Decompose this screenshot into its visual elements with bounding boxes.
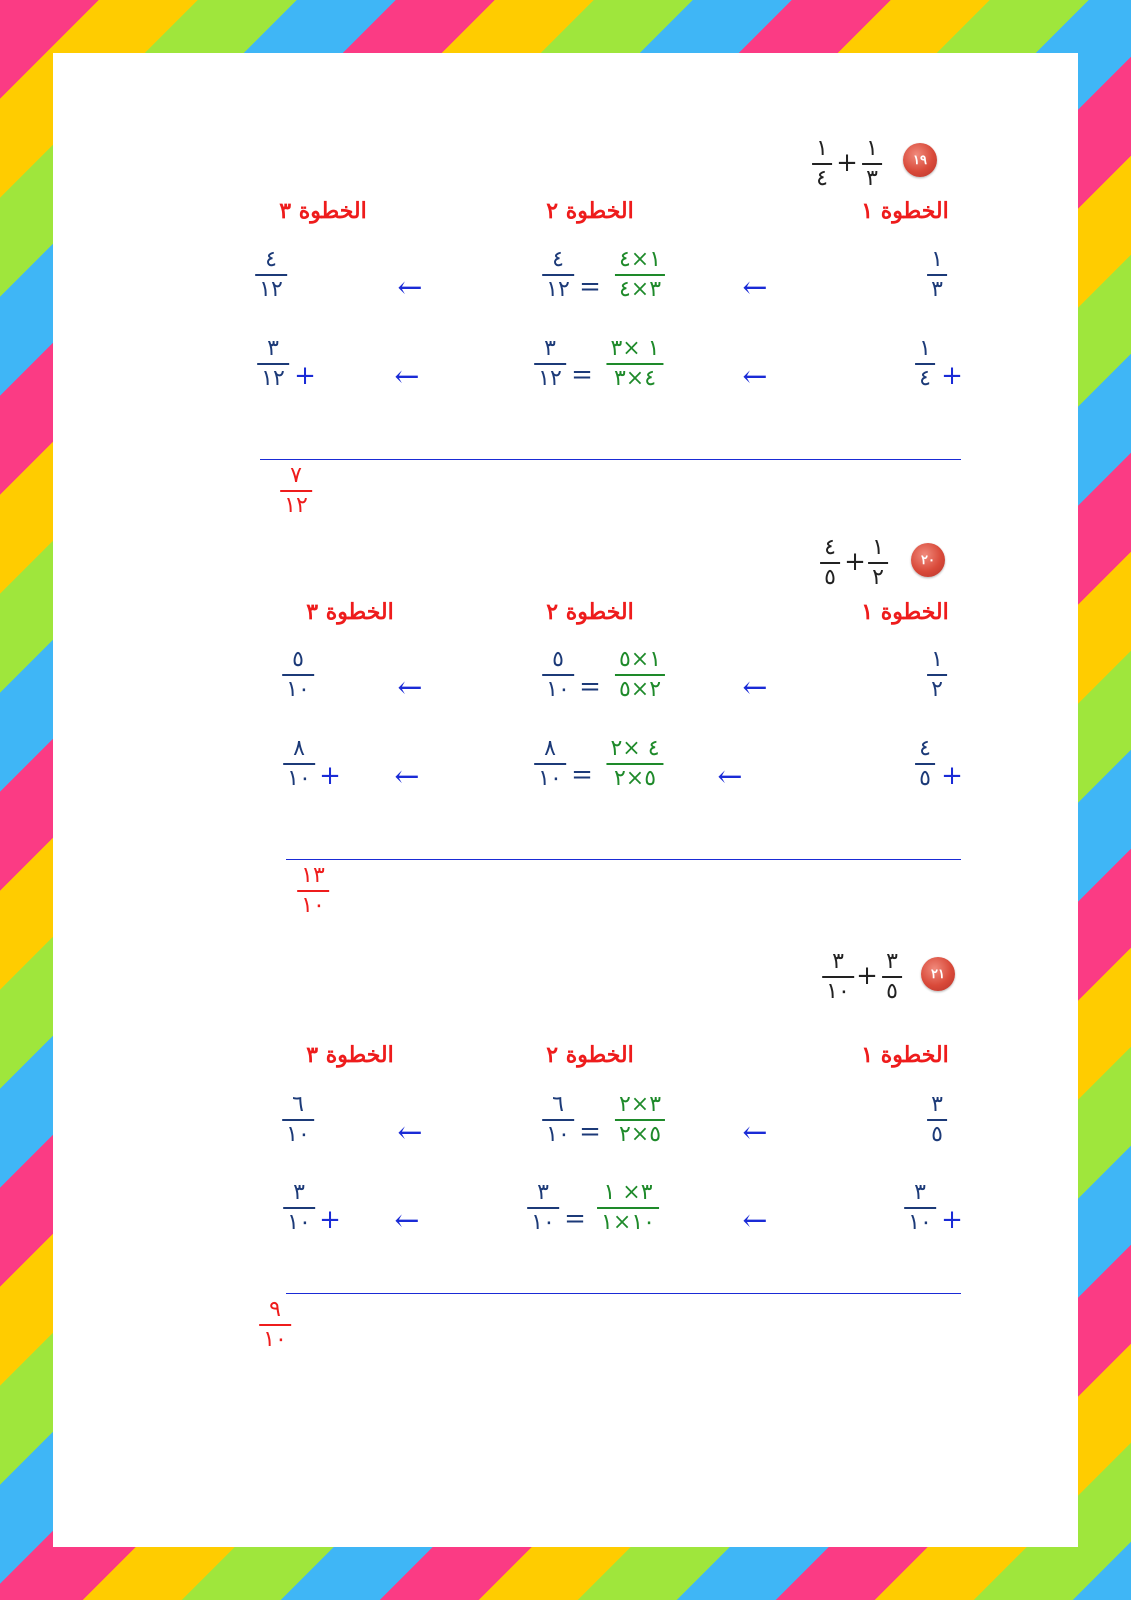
- numerator: ٥: [292, 647, 304, 672]
- numerator: ٨: [293, 736, 305, 761]
- plus-sign: +: [319, 761, 341, 791]
- equivalent-fraction: [542, 248, 574, 302]
- left-arrow-icon: ←: [742, 670, 768, 706]
- step3-fraction: [282, 648, 314, 702]
- denominator: ١٠: [263, 1327, 287, 1352]
- numerator: ٣× ١: [603, 1180, 653, 1205]
- denominator: ٢: [931, 677, 943, 702]
- answer-fraction: [280, 464, 312, 518]
- problem-number-badge: [911, 543, 945, 577]
- step3-label: الخطوة ٣: [279, 198, 367, 224]
- numerator: ٣: [293, 1180, 305, 1205]
- denominator: ٢×٥: [618, 677, 662, 702]
- numerator: ٦: [292, 1092, 304, 1117]
- denominator: ٥: [919, 766, 931, 791]
- numerator: ٣: [914, 1180, 926, 1205]
- step2-label: الخطوة ٢: [546, 198, 634, 224]
- equivalent-fraction: [534, 737, 566, 791]
- plus-sign: +: [294, 361, 316, 391]
- denominator: ٥×٢: [618, 1122, 662, 1147]
- left-arrow-icon: ←: [397, 670, 423, 706]
- step1-label: الخطوة ١: [861, 198, 949, 224]
- numerator: ٣: [832, 949, 844, 974]
- denominator: ١٠: [908, 1210, 932, 1235]
- step3-fraction: [282, 1093, 314, 1147]
- denominator: ١٠: [531, 1210, 555, 1235]
- left-arrow-icon: ←: [742, 359, 768, 395]
- numerator: ١ ×٣: [610, 336, 660, 361]
- denominator: ٥: [824, 565, 836, 590]
- plus-sign: +: [941, 761, 963, 791]
- numerator: ٧: [290, 463, 302, 488]
- equals-sign: =: [564, 1204, 586, 1234]
- numerator: ٣: [931, 1092, 943, 1117]
- numerator: ١: [872, 535, 884, 560]
- step1-fraction: [927, 248, 947, 302]
- step3-fraction: [255, 248, 287, 302]
- denominator: ١٠: [826, 979, 850, 1004]
- numerator: ١: [816, 136, 828, 161]
- expression-fraction-b: [820, 536, 840, 590]
- left-arrow-icon: ←: [394, 759, 420, 795]
- equivalent-fraction: [542, 648, 574, 702]
- step1-fraction: [915, 737, 935, 791]
- numerator: ١: [919, 336, 931, 361]
- step1-fraction: [904, 1181, 936, 1235]
- numerator: ٦: [552, 1092, 564, 1117]
- numerator: ١×٥: [618, 647, 662, 672]
- sum-line: [260, 459, 961, 460]
- denominator: ١٠: [538, 766, 562, 791]
- expression-fraction-a: [868, 536, 888, 590]
- equivalent-fraction: [527, 1181, 559, 1235]
- denominator: ١٢: [284, 493, 308, 518]
- left-arrow-icon: ←: [394, 1203, 420, 1239]
- problem-number: ٢١: [931, 966, 945, 982]
- numerator: ٤: [265, 247, 277, 272]
- denominator: ٣: [931, 277, 943, 302]
- problem-number-badge: [903, 143, 937, 177]
- plus-sign: +: [941, 361, 963, 391]
- left-arrow-icon: ←: [717, 759, 743, 795]
- numerator: ١٣: [301, 863, 325, 888]
- expression-fraction-b: [812, 137, 832, 191]
- denominator: ١٢: [546, 277, 570, 302]
- denominator: ٥×٢: [613, 766, 657, 791]
- denominator: ١٠: [546, 1122, 570, 1147]
- numerator: ٤ ×٢: [610, 736, 660, 761]
- step2-label: الخطوة ٢: [546, 1042, 634, 1068]
- step3-fraction: [283, 737, 315, 791]
- equivalent-fraction: [534, 337, 566, 391]
- step3-label: الخطوة ٣: [306, 1042, 394, 1068]
- numerator: ٤: [552, 247, 564, 272]
- denominator: ١٠: [287, 766, 311, 791]
- numerator: ٣×٢: [618, 1092, 662, 1117]
- step1-label: الخطوة ١: [861, 599, 949, 625]
- multiplier-fraction: [615, 648, 665, 702]
- step1-fraction: [915, 337, 935, 391]
- left-arrow-icon: ←: [742, 1115, 768, 1151]
- denominator: ٥: [931, 1122, 943, 1147]
- problem-number-badge: [921, 957, 955, 991]
- step1-fraction: [927, 648, 947, 702]
- denominator: ١٢: [259, 277, 283, 302]
- denominator: ١٠: [546, 677, 570, 702]
- left-arrow-icon: ←: [742, 270, 768, 306]
- equals-sign: =: [579, 272, 601, 302]
- numerator: ٩: [269, 1297, 281, 1322]
- numerator: ٣: [267, 336, 279, 361]
- step1-fraction: [927, 1093, 947, 1147]
- equals-sign: =: [579, 1117, 601, 1147]
- left-arrow-icon: ←: [397, 270, 423, 306]
- multiplier-fraction: [615, 248, 665, 302]
- numerator: ١×٤: [618, 247, 662, 272]
- numerator: ٤: [919, 736, 931, 761]
- plus-sign: +: [319, 1205, 341, 1235]
- problem-number: ٢٠: [921, 552, 935, 568]
- left-arrow-icon: ←: [742, 1203, 768, 1239]
- multiplier-fraction: [606, 737, 663, 791]
- denominator: ١٠: [286, 1122, 310, 1147]
- numerator: ٤: [824, 535, 836, 560]
- numerator: ١: [931, 247, 943, 272]
- sum-line: [286, 859, 961, 860]
- equivalent-fraction: [542, 1093, 574, 1147]
- expression-fraction-b: [822, 950, 854, 1004]
- denominator: ٥: [886, 979, 898, 1004]
- numerator: ١: [931, 647, 943, 672]
- denominator: ٣: [866, 166, 878, 191]
- step3-label: الخطوة ٣: [306, 599, 394, 625]
- expression-fraction-a: [862, 137, 882, 191]
- problem-number: ١٩: [913, 152, 927, 168]
- equals-sign: =: [571, 360, 593, 390]
- denominator: ٤×٣: [613, 366, 657, 391]
- answer-fraction: [297, 864, 329, 918]
- numerator: ٣: [537, 1180, 549, 1205]
- expression-fraction-a: [882, 950, 902, 1004]
- multiplier-fraction: [615, 1093, 665, 1147]
- denominator: ١٠: [301, 893, 325, 918]
- denominator: ١٠: [287, 1210, 311, 1235]
- denominator: ٤: [919, 366, 931, 391]
- denominator: ٤: [816, 166, 828, 191]
- plus-sign: +: [856, 961, 878, 991]
- numerator: ٥: [552, 647, 564, 672]
- numerator: ٨: [544, 736, 556, 761]
- step1-label: الخطوة ١: [861, 1042, 949, 1068]
- step3-fraction: [283, 1181, 315, 1235]
- denominator: ١٠: [286, 677, 310, 702]
- step2-label: الخطوة ٢: [546, 599, 634, 625]
- numerator: ٣: [886, 949, 898, 974]
- denominator: ٢: [872, 565, 884, 590]
- numerator: ٣: [544, 336, 556, 361]
- denominator: ١٢: [261, 366, 285, 391]
- multiplier-fraction: [597, 1181, 659, 1235]
- step3-fraction: [257, 337, 289, 391]
- equals-sign: =: [571, 760, 593, 790]
- left-arrow-icon: ←: [397, 1115, 423, 1151]
- sum-line: [286, 1293, 961, 1294]
- plus-sign: +: [941, 1205, 963, 1235]
- numerator: ١: [866, 136, 878, 161]
- denominator: ٣×٤: [618, 277, 662, 302]
- equals-sign: =: [579, 672, 601, 702]
- multiplier-fraction: [606, 337, 663, 391]
- denominator: ١٢: [538, 366, 562, 391]
- denominator: ١٠×١: [601, 1210, 655, 1235]
- plus-sign: +: [844, 547, 866, 577]
- answer-fraction: [259, 1298, 291, 1352]
- left-arrow-icon: ←: [394, 359, 420, 395]
- plus-sign: +: [836, 148, 858, 178]
